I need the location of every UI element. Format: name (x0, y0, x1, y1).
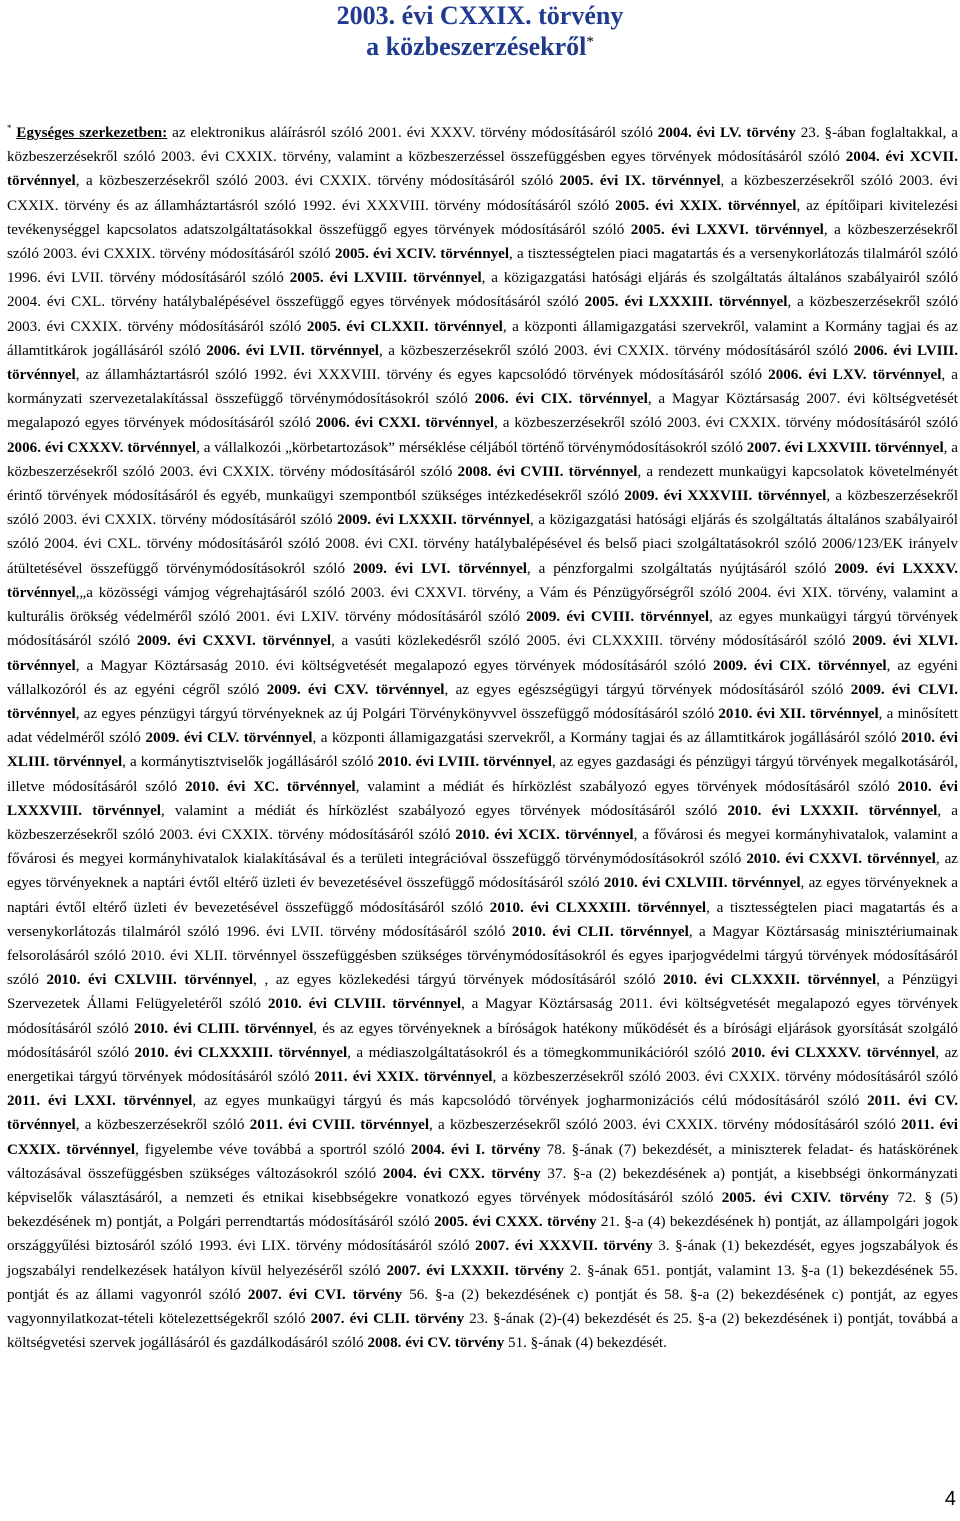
footnote-text: , a közigazgatási hatósági eljárás és szolgáltatás általános szabályairól szóló 2004. évi CXL. törvény hatálybalépésével összefüggő egyes törvények módosításáról szóló (7, 270, 959, 311)
law-reference: 2010. évi CLXXXII. törvénnyel (663, 972, 877, 989)
law-reference: 2004. évi LV. törvény (657, 125, 796, 142)
footnote-text: , a tisztességtelen piaci magatartás és a versenykorlátozás tilalmáról szóló 1996. évi LVII. törvény módosításáról szóló (7, 899, 958, 940)
footnote-text: , a közbeszerzésekről szóló 2003. évi CXXIX. törvény módosításáról szóló (7, 294, 958, 335)
footnote-text: 37. §-a (2) bekezdésének a) pontját, a kisebbségi önkormányzati képviselők választásáról, a nemzeti és etnikai kisebbségekre vonatkozó egyes törvények módosításáról szóló (7, 1165, 958, 1206)
law-reference: 2010. évi XLIII. törvénnyel (7, 730, 958, 771)
footnote-text: , a közbeszerzésekről szóló 2003. évi CXXIX. törvény módosításáról szóló (492, 1068, 958, 1085)
footnote-text: az elektronikus aláírásról szóló 2001. évi XXXV. törvény módosításáról szóló (167, 125, 658, 142)
footnote-text: , a közbeszerzésekről szóló (75, 1117, 250, 1134)
footnote-text: , valamint a médiát és hírközlést szabályozó egyes törvények módosításáról szóló (355, 778, 898, 795)
footnote-text: , az egyes gazdasági és pénzügyi tárgyú törvények megalkotásáról, illetve módosításáról szóló (7, 754, 958, 795)
footnote-text: , és az egyes törvényeknek a bíróságok hatékony működését és a bírósági eljárások gyorsítását szolgáló módosításáról szóló (7, 1020, 958, 1061)
footnote-text: , az államháztartásról szóló 1992. évi XXXVIII. törvény és egyes kapcsolódó törvények módosításáról szóló (75, 367, 769, 384)
law-reference: 2005. évi LXXXIII. törvénnyel (584, 294, 788, 311)
footnote-text: , a közbeszerzésekről szóló 2003. évi CXXIX. törvény módosításáról szóló (429, 1117, 902, 1134)
footnote-text: 2. §-ának 651. pontját, valamint 13. §-a (1) bekezdésének 55. pontját és az állami vagyonról szóló (7, 1262, 958, 1303)
law-reference: 2007. évi LXXVIII. törvénnyel (746, 439, 944, 456)
law-reference: 2010. évi LVIII. törvénnyel (377, 754, 552, 771)
footnote-text: , a Magyar Köztársaság 2007. évi költségvetését megalapozó egyes törvények módosításáról szóló (7, 391, 958, 432)
footnote-text: , a vállalkozói „körbetartozások” mérséklése céljából történő törvénymódosításokról szóló (196, 439, 747, 456)
law-reference: 2009. évi CLVI. törvénnyel (7, 681, 959, 722)
law-reference: 2009. évi CIX. törvénnyel (713, 657, 887, 674)
footnote-text: 78. §-ának (7) bekezdését, a miniszterek feladat- és hatáskörének változásával összefüggésben szükséges változásokról szóló (7, 1141, 958, 1182)
law-reference: 2010. évi CLIII. törvénnyel (134, 1020, 314, 1037)
footnote-text: 21. §-a (4) bekezdésének h) pontját, az állampolgári jogok országgyűlési biztosáról szóló 1993. évi LIX. törvény módosításáról szóló (7, 1214, 958, 1255)
law-subtitle-text: a közbeszerzésekről (366, 32, 587, 61)
law-reference: 2004. évi I. törvény (410, 1141, 541, 1158)
law-reference: 2007. évi CVI. törvény (247, 1286, 403, 1303)
law-reference: 2010. évi CLII. törvénnyel (511, 923, 689, 940)
footnote-text: , , az egyes közlekedési tárgyú törvények módosításáról szóló (253, 972, 664, 989)
page-number: 4 (944, 1488, 956, 1510)
law-reference: 2010. évi CLXXXIII. törvénnyel (489, 899, 707, 916)
law-reference: 2010. évi CXXVI. törvénnyel (746, 851, 936, 868)
law-reference: 2007. évi XXXVII. törvény (475, 1238, 653, 1255)
law-reference: 2005. évi LXXVI. törvénnyel (630, 221, 824, 238)
law-reference: 2006. évi LVIII. törvénnyel (7, 342, 958, 384)
footnote-lead: Egységes szerkezetben: (16, 125, 168, 142)
footnote-text: , az építőipari kivitelezési tevékenységgel kapcsolatos adatszolgáltatásokkal összefüggő egyes törvények módosításáról szóló (7, 197, 958, 238)
footnote-text: , a Pénzügyi Szervezetek Állami Felügyeletéről szóló (7, 972, 958, 1013)
law-reference: 2005. évi CXXX. törvény (434, 1214, 597, 1231)
law-reference: 2005. évi LXVIII. törvénnyel (289, 270, 482, 287)
law-reference: 2008. évi CV. törvény (367, 1335, 505, 1352)
footnote-text: , a Magyar Köztársaság 2011. évi költségvetését megalapozó egyes törvények módosításáról szóló (7, 996, 958, 1037)
footnote-text: , a közbeszerzésekről szóló 2003. évi CXXIX. törvény és az államháztartásról szóló 1992. évi XXXVIII. törvény módosításáról szóló (7, 173, 958, 214)
footnote-text: 23. §-ának (2)-(4) bekezdését és 25. §-a (2) bekezdésének i) pontját, továbbá a költségvetési szervek jogállásáról és gazdálkodásáról szóló (7, 1310, 958, 1352)
law-reference: 2006. évi LVII. törvénnyel (206, 342, 380, 359)
law-reference: 2011. évi CXXIX. törvénnyel (7, 1117, 958, 1158)
footnote-text: 56. §-a (2) bekezdésének c) pontját és 58. §-a (2) bekezdésének c) pontját, az egyes vagyonnyilatkozat-tételi kötelezettségekről szóló (7, 1286, 958, 1327)
footnote-text: , a kormányzati szervezetalakítással összefüggő törvénymódosításokról szóló (7, 367, 958, 408)
footnote-text: , a rendezett munkaügyi kapcsolatok követelményét érintő törvények módosításáról és egyéb, munkaügyi szempontból szükséges intézkedésekről szóló (7, 463, 958, 505)
footnote-body (7, 125, 958, 1351)
footnote-text: , a közbeszerzésekről szóló 2003. évi CXXIX. törvény módosításáról szóló (75, 173, 560, 190)
law-subtitle (0, 31, 960, 62)
footnote-text: , a vasúti közlekedésről szóló 2005. évi CLXXXIII. törvény módosításáról szóló (331, 633, 853, 650)
footnote-text: , az egyes egészségügyi tárgyú törvények módosításáról szóló (444, 681, 851, 698)
law-reference: 2010. évi XCIX. törvénnyel (455, 826, 634, 843)
law-reference: 2010. évi LXXXVIII. törvénnyel (7, 778, 958, 819)
footnote-text: , a Magyar Köztársaság minisztériumainak felsorolásáról szóló 2010. évi XLII. törvénnyel összefüggésben szükséges törvénymódosításokról és egyes iparjogvédelmi tárgyú törvények módosításáról szóló (7, 923, 958, 989)
law-reference: 2009. évi CXV. törvénnyel (266, 681, 445, 698)
footnote-text: , az energetikai tárgyú törvények módosításáról szóló (7, 1044, 958, 1085)
footnote-text: , az egyes pénzügyi tárgyú törvényeknek az új Polgári Törvénykönyvvel összefüggő módosításáról szóló (75, 705, 719, 722)
law-reference: 2004. évi XCVII. törvénnyel (7, 149, 958, 190)
law-reference: 2005. évi CLXXII. törvénnyel (306, 318, 503, 335)
footnote-text: , a minősített adat védelméről szóló (7, 705, 958, 747)
footnote-text: 51. §-ának (4) bekezdését. (504, 1335, 667, 1352)
law-reference: 2005. évi IX. törvénnyel (559, 173, 721, 190)
footnote-text: , a Magyar Köztársaság 2010. évi költségvetését megalapozó egyes törvények módosításáról szóló (75, 657, 713, 674)
footnote-text: , a közigazgatási hatósági eljárás és szolgáltatás általános szabályairól szóló 2004. évi CXL. törvény módosításáról szóló 2008. évi CXI. törvény hatálybalépésével és belső piaci szolgáltatásokról szóló 2006/123/EK irányelv átültetésével összefüggő törvénymódosításokról szóló (7, 512, 958, 577)
law-reference: 2009. évi LXXXV. törvénnyel (7, 560, 958, 601)
footnote-text: ,„a közösségi vámjog végrehajtásáról szóló 2003. évi CXXVI. törvény, a Vám és Pénzügyőrségről szóló 2004. évi XIX. törvény, valamint a kulturális örökség védelméről szóló 2001. évi LXIV. törvény módosításáról szóló (7, 584, 958, 626)
law-reference: 2006. évi CIX. törvénnyel (474, 391, 648, 408)
footnote-text: 23. §-ában foglaltakkal, a közbeszerzésekről szóló 2003. évi CXXIX. törvény, valamint a közbeszerzéssel összefüggésben egyes törvények módosításáról szóló (7, 125, 958, 166)
law-reference: 2009. évi CLV. törvénnyel (145, 730, 313, 747)
law-reference: 2009. évi LVI. törvénnyel (352, 560, 527, 577)
law-reference: 2011. évi CV. törvénnyel (7, 1093, 958, 1134)
law-reference: 2007. évi LXXXII. törvény (386, 1262, 565, 1279)
law-reference: 2005. évi XCIV. törvénnyel (334, 246, 510, 263)
footnote-text: 72. § (5) bekezdésének m) pontját, a Polgári perrendtartás módosításáról szóló (7, 1189, 958, 1231)
law-reference: 2005. évi CXIV. törvény (721, 1189, 889, 1206)
law-reference: 2010. évi LXXXII. törvénnyel (727, 802, 938, 819)
footnote-text: , a közbeszerzésekről szóló 2003. évi CXXIX. törvény módosításáról szóló (7, 221, 958, 263)
law-reference: 2010. évi XC. törvénnyel (185, 778, 356, 795)
law-reference: 2004. évi CXX. törvény (382, 1165, 541, 1182)
footnote-reference: * (586, 34, 594, 50)
footnote-text: , a központi államigazgatási szervekről, a Kormány tagjai és az államtitkárok jogállásáról szóló (312, 730, 902, 747)
law-reference: 2007. évi CLII. törvény (310, 1310, 465, 1327)
law-reference: 2005. évi XXIX. törvénnyel (615, 197, 797, 214)
footnote-marker: * (7, 123, 12, 133)
footnote-text: , a közbeszerzésekről szóló 2003. évi CXXIX. törvény módosításáról szóló (494, 415, 958, 432)
footnote-text: , a médiaszolgáltatásokról és a tömegkommunikációról szóló (347, 1044, 732, 1061)
footnote-text: , a központi államigazgatási szervekről, valamint a Kormány tagjai és az államtitkárok jogállásáról szóló (7, 318, 958, 359)
footnote-text: , az egyes munkaügyi tárgyú törvények módosításáról szóló (7, 609, 958, 650)
law-reference: 2009. évi LXXXII. törvénnyel (337, 512, 531, 529)
law-reference: 2011. évi XXIX. törvénnyel (314, 1068, 493, 1085)
footnote-text: , a közbeszerzésekről szóló 2003. évi CXXIX. törvény módosításáról szóló (7, 439, 959, 480)
law-reference: 2008. évi CVIII. törvénnyel (457, 463, 638, 480)
law-reference: 2010. évi CLXXXIII. törvénnyel (134, 1044, 348, 1061)
law-reference: 2009. évi CVIII. törvénnyel (526, 609, 710, 626)
footnote-text: , a kormánytisztviselők jogállásáról szóló (122, 754, 378, 771)
footnote-text: , valamint a médiát és hírközlést szabályozó egyes törvények módosításáról szóló (160, 802, 728, 819)
law-reference: 2010. évi CLVIII. törvénnyel (267, 996, 462, 1013)
law-reference: 2006. évi CXXXV. törvénnyel (7, 439, 197, 456)
footnote-text: , az egyes törvényeknek a naptári évtől eltérő üzleti év bevezetésével összefüggő módosításáról szóló (7, 875, 958, 916)
law-reference: 2011. évi LXXI. törvénnyel (7, 1093, 193, 1110)
footnote (7, 116, 958, 1355)
law-reference: 2006. évi CXXI. törvénnyel (315, 415, 495, 432)
law-reference: 2006. évi LXV. törvénnyel (768, 367, 942, 384)
footnote-text: , a pénzforgalmi szolgáltatás nyújtásáról szóló (526, 560, 835, 577)
footnote-text: , figyelembe véve továbbá a sportról szóló (135, 1141, 411, 1158)
footnote-text: , a fővárosi és megyei kormányhivatalok, valamint a fővárosi és megyei kormányhivatalok kialakításával és a területi integrációval összefüggő törvénymódosításokról szóló (7, 826, 959, 868)
law-reference: 2010. évi XII. törvénnyel (718, 705, 879, 722)
footnote-text: , a közbeszerzésekről szóló 2003. évi CXXIX. törvény módosításáról szóló (7, 802, 958, 843)
footnote-text: , az egyes törvényeknek a naptári évtől eltérő üzleti év bevezetésével összefüggő módosításáról szóló (7, 851, 959, 892)
law-title: 2003. évi CXXIX. törvény (336, 1, 624, 30)
law-reference: 2010. évi CLXXXV. törvénnyel (731, 1044, 936, 1061)
footnote-text: , a tisztességtelen piaci magatartás és a versenykorlátozás tilalmáról szóló 1996. évi LVII. törvény módosításáról szóló (7, 246, 958, 287)
footnote-text: , az egyéni vállalkozóról és az egyéni cégről szóló (7, 657, 958, 698)
law-reference: 2011. évi CVIII. törvénnyel (249, 1117, 430, 1134)
law-reference: 2010. évi CXLVIII. törvénnyel (46, 972, 254, 989)
footnote-text: , az egyes munkaügyi tárgyú és más kapcsolódó törvények jogharmonizációs célú módosításáról szóló (192, 1093, 868, 1110)
law-reference: 2010. évi CXLVIII. törvénnyel (603, 875, 801, 892)
law-reference: 2009. évi XXXVIII. törvénnyel (624, 488, 827, 505)
law-reference: 2009. évi CXXVI. törvénnyel (136, 633, 332, 650)
law-reference: 2009. évi XLVI. törvénnyel (7, 633, 959, 674)
footnote-text: 3. §-ának (1) bekezdését, egyes jogszabályok és jogszabályi rendelkezések hatályon kívül helyezéséről szóló (7, 1238, 958, 1279)
footnote-text: , a közbeszerzésekről szóló 2003. évi CXXIX. törvény módosításáról szóló (7, 488, 959, 529)
footnote-text: , a közbeszerzésekről szóló 2003. évi CXXIX. törvény módosításáról szóló (379, 342, 854, 359)
